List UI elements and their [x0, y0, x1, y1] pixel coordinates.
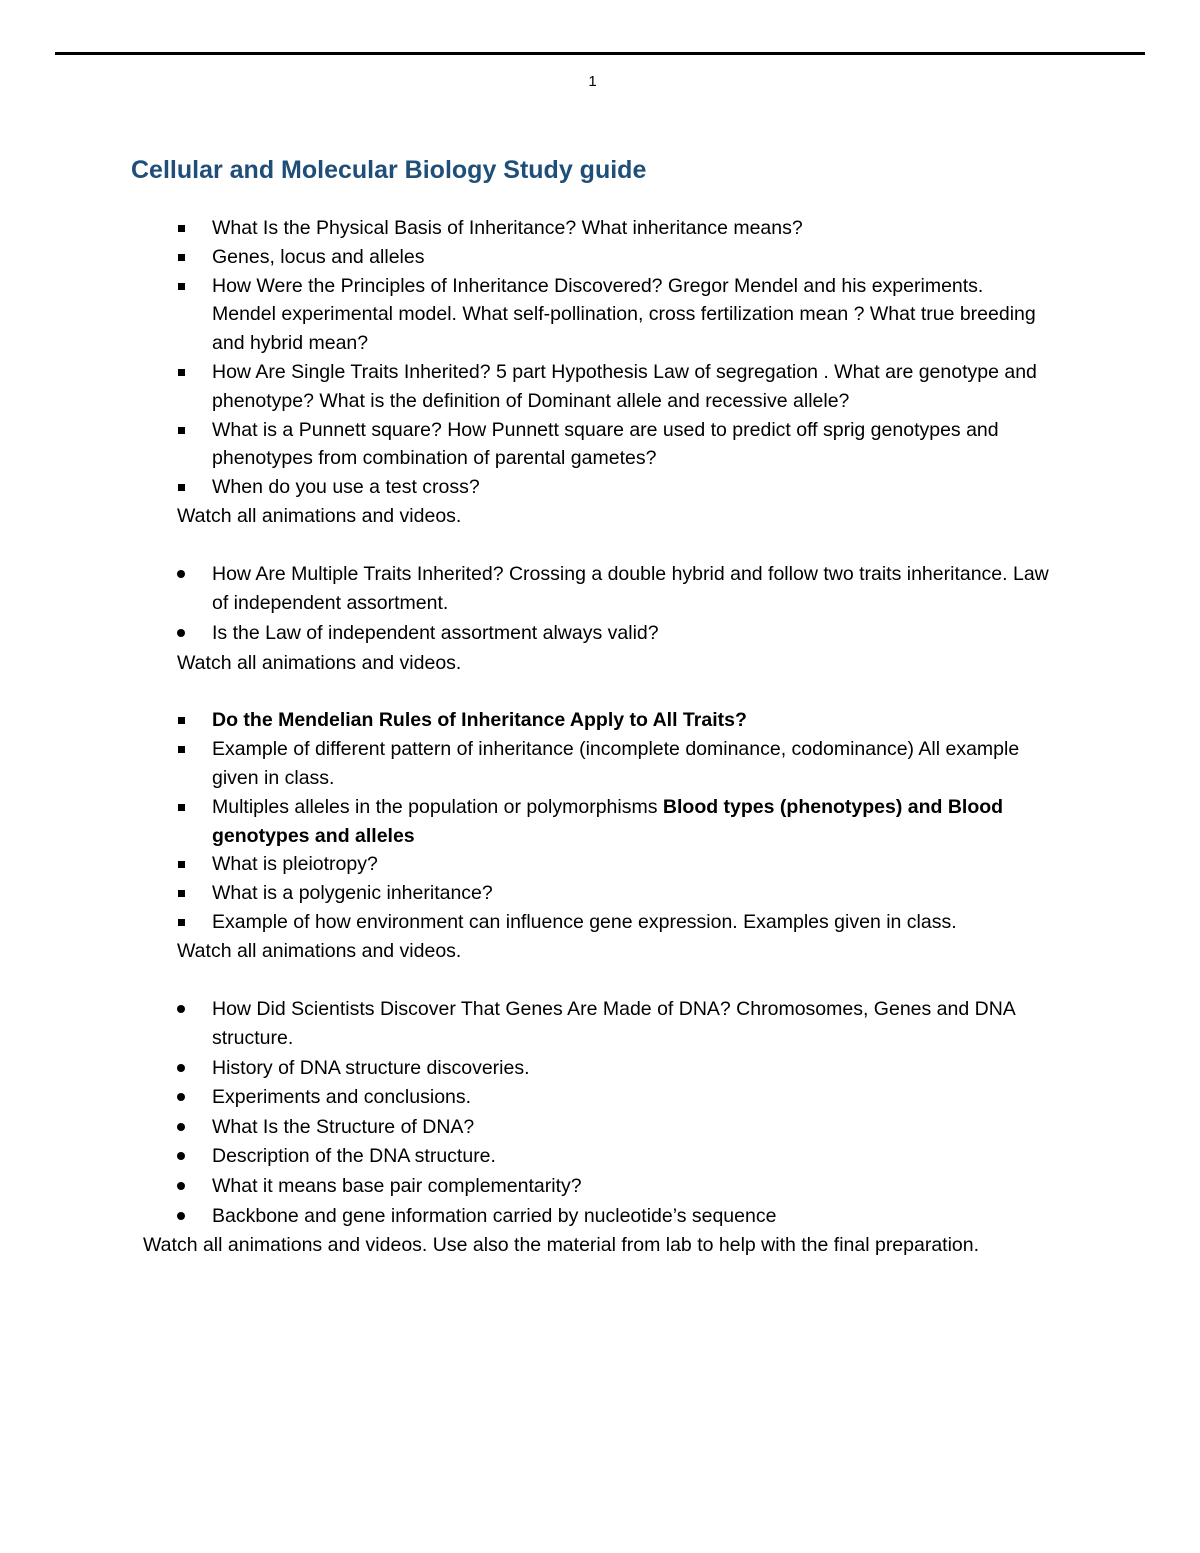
- disc-bullet-icon: [175, 1202, 189, 1231]
- list-item: Example of how environment can influence gene expression. Examples given in class.: [0, 908, 1052, 937]
- page-title: Cellular and Molecular Biology Study guide: [131, 156, 647, 184]
- list-item: How Were the Principles of Inheritance Discovered? Gregor Mendel and his experiments. Mendel experimental model. What self-pollination, cross fertilization mean ? What true breeding and hybrid mean?: [0, 272, 1052, 358]
- list-item: When do you use a test cross?: [0, 473, 1052, 502]
- list-item: What is a Punnett square? How Punnett square are used to predict off sprig genotypes and phenotypes from combination of parental gametes?: [0, 416, 1052, 474]
- disc-bullet-icon: [175, 560, 189, 589]
- list-item: How Are Multiple Traits Inherited? Crossing a double hybrid and follow two traits inheritance. Law of independent assortment.: [0, 560, 1052, 619]
- spacer: [0, 531, 1200, 560]
- square-bullet-icon: [175, 908, 189, 937]
- list-item: Example of different pattern of inheritance (incomplete dominance, codominance) All example given in class.: [0, 735, 1052, 793]
- disc-bullet-icon: [175, 1142, 189, 1171]
- list-item: What it means base pair complementarity?: [0, 1172, 1052, 1202]
- square-bullet-icon: [175, 706, 189, 735]
- section-3-list: [0, 706, 1200, 936]
- watch-note: Watch all animations and videos.: [177, 504, 462, 527]
- disc-bullet-icon: [175, 1172, 189, 1201]
- spacer: [0, 677, 1200, 706]
- list-item: Experiments and conclusions.: [0, 1083, 1052, 1113]
- list-item: Multiples alleles in the population or polymorphisms Blood types (phenotypes) and Blood genotypes and alleles: [0, 793, 1052, 851]
- disc-bullet-icon: [175, 995, 189, 1024]
- list-item: Genes, locus and alleles: [0, 243, 1052, 272]
- list-item: How Did Scientists Discover That Genes Are Made of DNA? Chromosomes, Genes and DNA structure.: [0, 995, 1052, 1054]
- list-item: What is a polygenic inheritance?: [0, 879, 1052, 908]
- spacer: [0, 966, 1200, 995]
- square-bullet-icon: [175, 214, 189, 243]
- page-number: 1: [588, 73, 597, 90]
- disc-bullet-icon: [175, 619, 189, 648]
- study-guide-body: [0, 214, 1200, 1260]
- disc-bullet-icon: [175, 1113, 189, 1142]
- square-bullet-icon: [175, 416, 189, 445]
- square-bullet-icon: [175, 850, 189, 879]
- watch-note: Watch all animations and videos.: [177, 939, 462, 962]
- square-bullet-icon: [175, 243, 189, 272]
- square-bullet-icon: [175, 272, 189, 301]
- disc-bullet-icon: [175, 1054, 189, 1083]
- square-bullet-icon: [175, 879, 189, 908]
- list-item: Backbone and gene information carried by nucleotide’s sequence: [0, 1202, 1052, 1232]
- square-bullet-icon: [175, 793, 189, 822]
- square-bullet-icon: [175, 473, 189, 502]
- square-bullet-icon: [175, 735, 189, 764]
- square-bullet-icon: [175, 358, 189, 387]
- list-item: Is the Law of independent assortment always valid?: [0, 619, 1052, 649]
- section-4-list: [0, 995, 1200, 1232]
- disc-bullet-icon: [175, 1083, 189, 1112]
- section-2-list: [0, 560, 1200, 649]
- section-1-list: [0, 214, 1200, 502]
- list-item: Do the Mendelian Rules of Inheritance Apply to All Traits?: [0, 706, 1052, 735]
- watch-note: Watch all animations and videos.: [177, 651, 462, 674]
- list-item: What is pleiotropy?: [0, 850, 1052, 879]
- list-item: What Is the Structure of DNA?: [0, 1113, 1052, 1143]
- list-item: Description of the DNA structure.: [0, 1142, 1052, 1172]
- final-note: Watch all animations and videos. Use also the material from lab to help with the final preparation.: [143, 1234, 980, 1257]
- list-item: History of DNA structure discoveries.: [0, 1054, 1052, 1084]
- list-item: What Is the Physical Basis of Inheritance? What inheritance means?: [0, 214, 1052, 243]
- header-rule: [55, 52, 1145, 55]
- list-item: How Are Single Traits Inherited? 5 part Hypothesis Law of segregation . What are genotype and phenotype? What is the definition of Dominant allele and recessive allele?: [0, 358, 1052, 416]
